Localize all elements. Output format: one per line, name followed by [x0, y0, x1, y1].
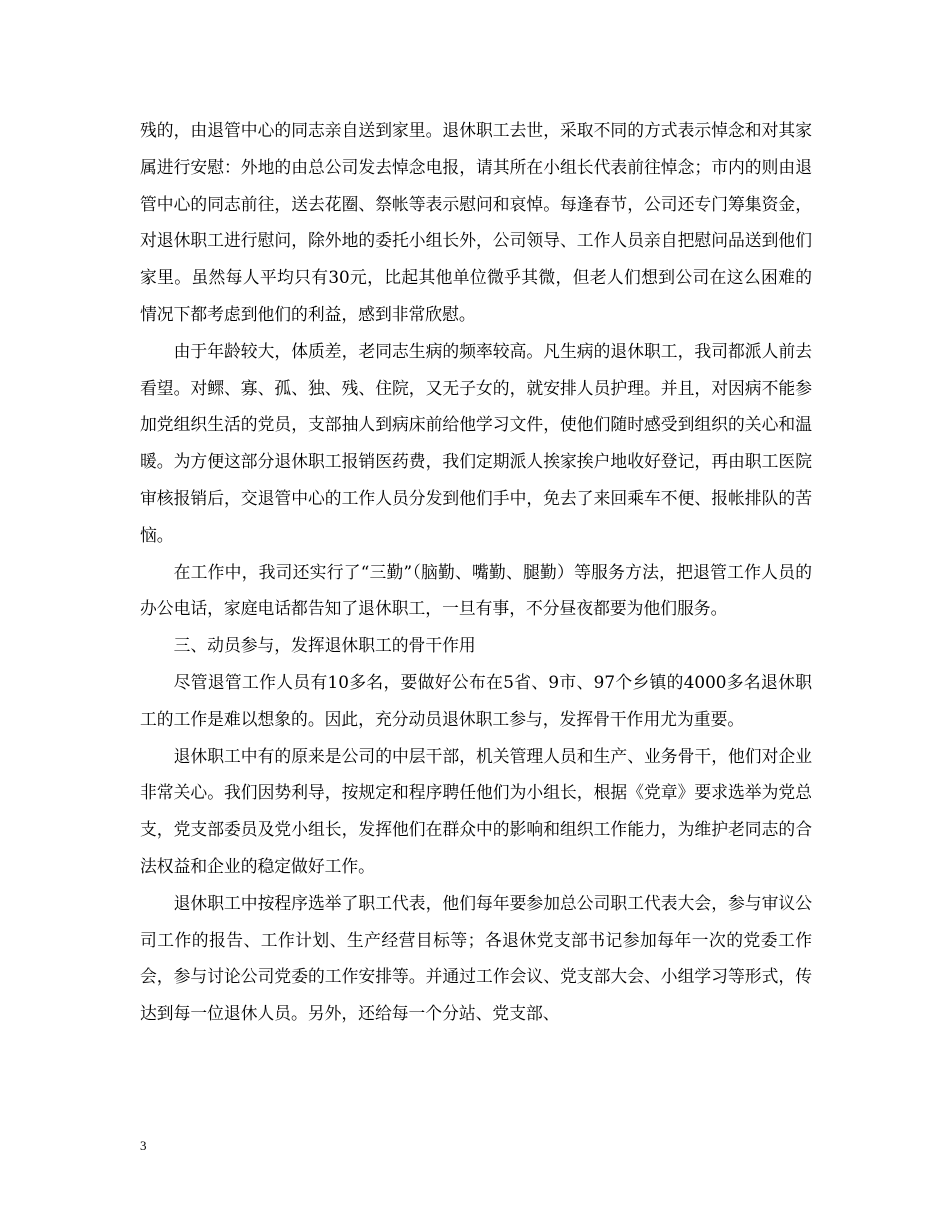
paragraph-3: 在工作中，我司还实行了“三勤”（脑勤、嘴勤、腿勤）等服务方法，把退管工作人员的办公电话，家庭电话都告知了退休职工，一旦有事，不分昼夜都要为他们服务。: [140, 561, 812, 619]
page-number: 3: [140, 1138, 147, 1153]
document-body: [140, 112, 812, 1032]
paragraph-2: 由于年龄较大，体质差，老同志生病的频率较高。凡生病的退休职工，我司都派人前去看望。对鳏、寡、孤、独、残、住院，又无子女的，就安排人员护理。并且，对因病不能参加党组织生活的党员，支部抽人到病床前给他学习文件，使他们随时感受到组织的关心和温暖。为方便这部分退休职工报销医药费，我们定期派人挨家挨户地收好登记，再由职工医院审核报销后，交退管中心的工作人员分发到他们手中，免去了来回乘车不便、报帐排队的苦恼。: [140, 340, 812, 545]
paragraph-5: 退休职工中有的原来是公司的中层干部，机关管理人员和生产、业务骨干，他们对企业非常关心。我们因势利导，按规定和程序聘任他们为小组长，根据《党章》要求选举为党总支，党支部委员及党小组长，发挥他们在群众中的影响和组织工作能力，为维护老同志的合法权益和企业的稳定做好工作。: [140, 745, 812, 876]
paragraph-1: 残的，由退管中心的同志亲自送到家里。退休职工去世，采取不同的方式表示悼念和对其家属进行安慰：外地的由总公司发去悼念电报，请其所在小组长代表前往悼念；市内的则由退管中心的同志前往，送去花圈、祭帐等表示慰问和哀悼。每逢春节，公司还专门筹集资金，对退休职工进行慰问，除外地的委托小组长外，公司领导、工作人员亲自把慰问品送到他们家里。虽然每人平均只有30元，比起其他单位微乎其微，但老人们想到公司在这么困难的情况下都考虑到他们的利益，感到非常欣慰。: [140, 120, 812, 324]
paragraph-4: 尽管退管工作人员有10多名，要做好公布在5省、9市、97个乡镇的4000多名退休职工的工作是难以想象的。因此，充分动员退休职工参与，发挥骨干作用尤为重要。: [140, 671, 812, 729]
section-heading: 三、动员参与，发挥退休职工的骨干作用: [173, 635, 476, 656]
paragraph-6: 退休职工中按程序选举了职工代表，他们每年要参加总公司职工代表大会，参与审议公司工作的报告、工作计划、生产经营目标等；各退休党支部书记参加每年一次的党委工作会，参与讨论公司党委的工作安排等。并通过工作会议、党支部大会、小组学习等形式，传达到每一位退休人员。另外，还给每一个分站、党支部、: [140, 892, 812, 1024]
